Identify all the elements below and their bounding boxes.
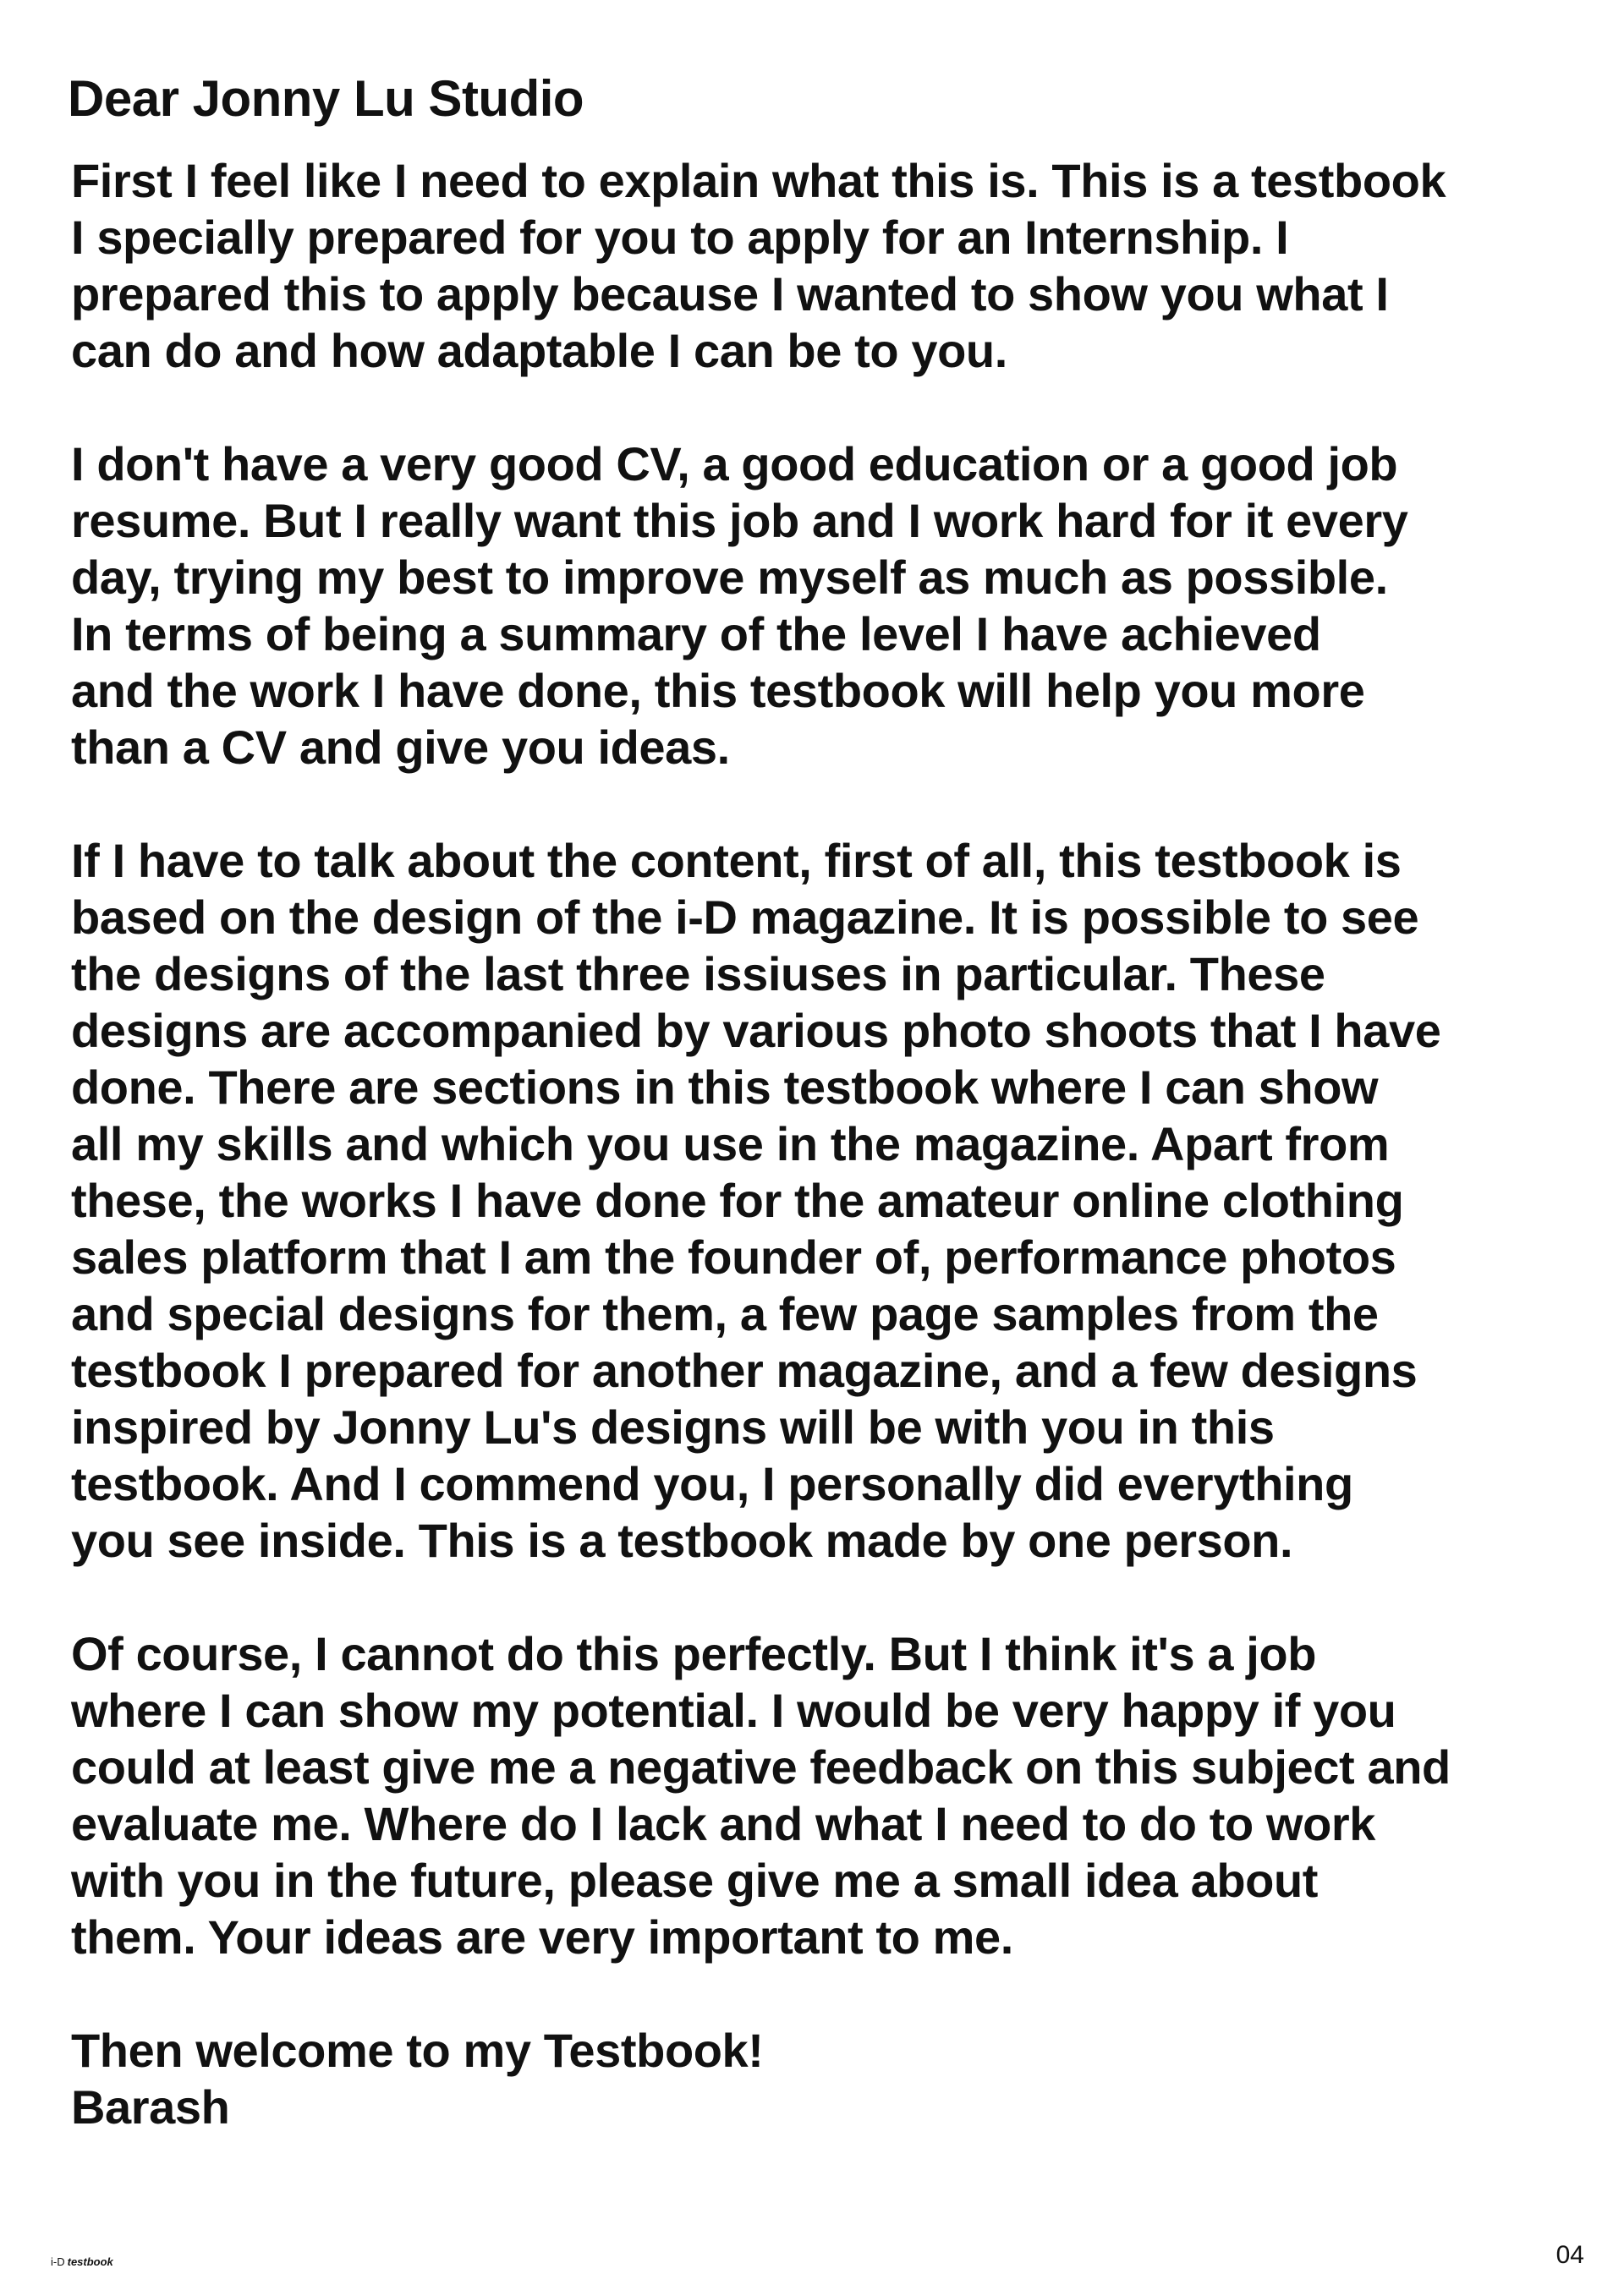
page-number: 04 <box>1555 2241 1584 2269</box>
letter-signature: Barash <box>71 2080 230 2134</box>
letter-closing: Then welcome to my Testbook! <box>71 2024 764 2077</box>
letter-salutation: Dear Jonny Lu Studio <box>68 70 584 127</box>
paragraph-introduction: First I feel like I need to explain what this is. This is a testbook I specially prepared for you to apply for an Internship. I prepared this to apply because I wanted to show you what I can do and how adaptable I can be to you. <box>71 154 1446 377</box>
paragraph-background: I don't have a very good CV, a good education or a good job resume. But I really want this job and I work hard for it every day, trying my best to improve myself as much as possible. In terms of being a summary of the level I have achieved and the work I have done, this testbook will help you more than a CV and give you ideas. <box>71 437 1408 774</box>
letter-body <box>71 152 1577 2135</box>
footer-brand-mark <box>51 2256 113 2267</box>
paragraph-feedback-request: Of course, I cannot do this perfectly. But I think it's a job where I can show my potential. I would be very happy if you could at least give me a negative feedback on this subject and evaluate me. Where do I lack and what I need to do to work with you in the future, please give me a small idea about them. Your ideas are very important to me. <box>71 1627 1451 1964</box>
letter-signoff <box>71 2022 1577 2135</box>
footer-subtitle: testbook <box>67 2255 113 2268</box>
footer-brand: i-D <box>51 2255 65 2268</box>
paragraph-content: If I have to talk about the content, first of all, this testbook is based on the design of the i-D magazine. It is possible to see the designs of the last three issiuses in particular. These designs are accompanied by various photo shoots that I have done. There are sections in this testbook where I can show all my skills and which you use in the magazine. Apart from these, the works I have done for the amateur online clothing sales platform that I am the founder of, performance photos and special designs for them, a few page samples from the testbook I prepared for another magazine, and a few designs inspired by Jonny Lu's designs will be with you in this testbook. And I commend you, I personally did everything you see inside. This is a testbook made by one person. <box>71 834 1441 1567</box>
